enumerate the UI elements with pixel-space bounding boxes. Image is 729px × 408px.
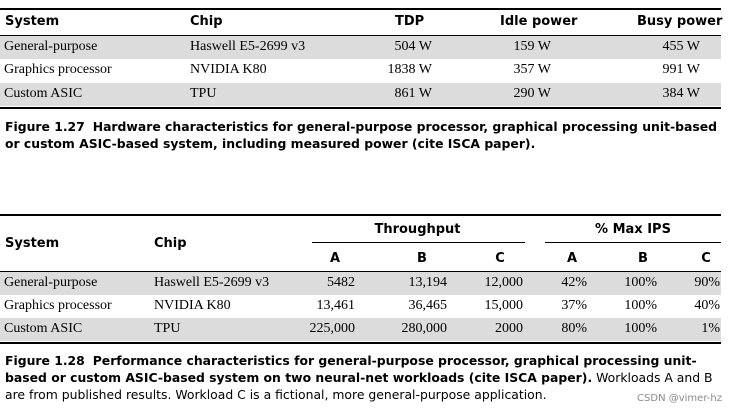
- t2-r2-pb: 100%: [624, 298, 657, 313]
- t1-r3-busy: 384 W: [662, 86, 700, 101]
- t1-r2-chip: NVIDIA K80: [190, 62, 267, 77]
- t2-r2-b: 36,465: [408, 298, 447, 313]
- t2-r2-a: 13,461: [316, 298, 355, 313]
- table-2-top-rule: [0, 214, 721, 216]
- t2-sub-a1: A: [329, 251, 341, 266]
- t2-sub-b1: B: [417, 251, 427, 266]
- t1-r1-chip: Haswell E5-2699 v3: [190, 39, 306, 54]
- t2-header-system: System: [5, 236, 60, 251]
- t2-r1-system: General-purpose: [4, 275, 98, 290]
- caption-1-text: Hardware characteristics for general-purpose processor, graphical processing unit-based or custom ASIC-based system, including measured power (cite ISCA paper).: [5, 119, 718, 151]
- t2-r3-b: 280,000: [401, 321, 447, 336]
- caption-2-bold-text: Performance characteristics for general-purpose processor, graphical processing unit-based or custom ASIC-based system on two neural-net workloads (cite ISCA paper).: [5, 353, 697, 385]
- table-1-top-rule: [0, 8, 721, 10]
- t2-r2-chip: NVIDIA K80: [154, 298, 231, 313]
- t1-r3-system: Custom ASIC: [4, 86, 83, 101]
- t1-header-chip: Chip: [190, 14, 223, 29]
- t2-r1-pa: 42%: [561, 275, 587, 290]
- t2-r3-chip: TPU: [154, 321, 181, 336]
- caption-2-normal-text: Workloads A and B are from published results. Workload C is a fictional, more general-purpose application.: [5, 370, 713, 402]
- t2-r2-pa: 37%: [561, 298, 587, 313]
- table-1-bottom-rule: [0, 107, 721, 109]
- t2-r1-pb: 100%: [624, 275, 657, 290]
- t2-r3-system: Custom ASIC: [4, 321, 83, 336]
- t2-maxips-rule: [545, 242, 721, 243]
- caption-1-label: Figure 1.27: [5, 119, 85, 134]
- t2-r3-pc: 1%: [701, 321, 720, 336]
- t1-r2-idle: 357 W: [513, 62, 551, 77]
- t2-throughput-rule: [312, 242, 525, 243]
- t2-r2-pc: 40%: [694, 298, 720, 313]
- t1-r2-busy: 991 W: [662, 62, 700, 77]
- t1-header-idle: Idle power: [500, 14, 578, 29]
- t1-r1-tdp: 504 W: [394, 39, 432, 54]
- t1-header-system: System: [5, 14, 60, 29]
- figure-1-28-caption: [5, 352, 721, 403]
- t1-r2-system: Graphics processor: [4, 62, 112, 77]
- t1-r3-tdp: 861 W: [394, 86, 432, 101]
- t1-header-busy: Busy power: [637, 14, 723, 29]
- t2-r3-pb: 100%: [624, 321, 657, 336]
- figure-1-27-caption: [5, 118, 721, 152]
- t2-sub-a2: A: [566, 251, 578, 266]
- t1-r1-system: General-purpose: [4, 39, 98, 54]
- t2-r1-b: 13,194: [408, 275, 447, 290]
- t1-r3-chip: TPU: [190, 86, 217, 101]
- t2-r1-a: 5482: [327, 275, 355, 290]
- t2-sub-b2: B: [638, 251, 648, 266]
- t1-r2-tdp: 1838 W: [387, 62, 432, 77]
- t1-r1-busy: 455 W: [662, 39, 700, 54]
- t2-r2-c: 15,000: [484, 298, 523, 313]
- t2-r2-system: Graphics processor: [4, 298, 112, 313]
- t1-header-tdp: TDP: [395, 14, 425, 29]
- t2-group-maxips: % Max IPS: [595, 222, 671, 237]
- t2-r3-pa: 80%: [561, 321, 587, 336]
- table-2-bottom-rule: [0, 342, 721, 344]
- t2-sub-c2: C: [701, 251, 711, 266]
- t2-r1-c: 12,000: [484, 275, 523, 290]
- t2-r1-chip: Haswell E5-2699 v3: [154, 275, 270, 290]
- t1-r1-idle: 159 W: [513, 39, 551, 54]
- t1-r3-idle: 290 W: [513, 86, 551, 101]
- t2-sub-c1: C: [495, 251, 505, 266]
- t2-group-throughput: Throughput: [374, 222, 461, 237]
- t2-header-chip: Chip: [154, 236, 187, 251]
- t2-r1-pc: 90%: [694, 275, 720, 290]
- watermark: CSDN @vimer-hz: [637, 393, 722, 404]
- t2-r3-a: 225,000: [309, 321, 355, 336]
- caption-2-label: Figure 1.28: [5, 353, 85, 368]
- t2-r3-c: 2000: [495, 321, 523, 336]
